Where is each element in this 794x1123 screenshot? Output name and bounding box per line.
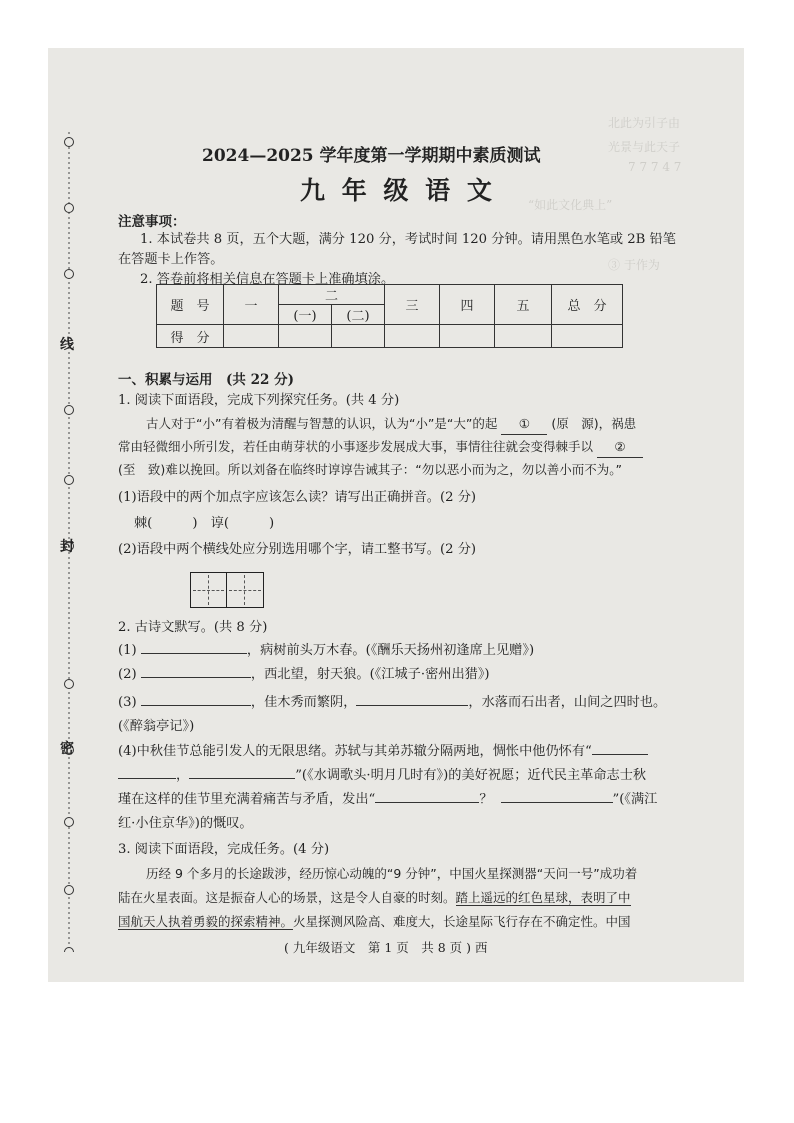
col-2: 二 [279,285,385,305]
notes-heading: 注意事项： [118,214,186,230]
q1-title: 1. 阅读下面语段，完成下列探究任务。(共 4 分) [118,393,400,408]
q1-blank-2[interactable]: ② [597,437,643,458]
bleed-text: 光景与此天子 [608,140,681,154]
q2-4-blank-3[interactable] [375,801,479,803]
q2-3-text-mid: ，佳木秀而繁阴， [250,695,357,710]
margin-char-mi: 密 [60,741,74,757]
col-1: 一 [224,285,279,325]
q2-1-number: (1) [118,643,137,658]
q1-para-text: 古人对于“小”有着极为清醒与智慧的认识，认为“小”是“大”的起 [146,416,498,431]
q2-1-text: ，病树前头万木春。(《酬乐天扬州初逢席上见赠》) [246,643,535,658]
q2-4-blank-1-cont[interactable] [118,777,176,779]
score-cell[interactable] [385,325,440,348]
q2-4-comma: ， [176,768,190,783]
q3-underlined-text: 国航天人执着勇毅的探索精神。 [118,914,294,929]
q2-4-blank-1[interactable] [592,753,648,755]
q2-4-blank-2[interactable] [189,777,295,779]
q1-sub-1: (1)语段中的两个加点字应该怎么读？请写出正确拼音。(2 分) [118,490,477,505]
subject-title: 九 年 级 语 文 [300,176,496,205]
bleed-text: 7 7 7 4 7 [628,160,682,174]
row-label-number: 题 号 [157,285,224,325]
q2-2-number: (2) [118,667,137,682]
col-4: 四 [440,285,495,325]
pinyin-label-ji: 棘( [134,516,153,531]
note-1-line-1: 1. 本试卷共 8 页，五个大题，满分 120 分，考试时间 120 分钟。请用黑色水笔或 2B 铅笔 [140,232,676,247]
q2-4-line-1 [118,742,648,762]
pinyin-close: ) [269,516,275,531]
bleed-text: “如此文化典上” [528,198,613,212]
row-label-score: 得 分 [157,325,224,348]
margin-char-feng: 封 [60,539,74,555]
q2-3-blank-2[interactable] [356,704,468,706]
score-cell[interactable] [552,325,623,348]
q1-para-text: 常由轻微细小所引发，若任由萌芽状的小事逐步发展成大事，事情往往就会变得棘手以 [118,439,594,454]
q2-3-blank-1[interactable] [141,704,251,706]
col-3: 三 [385,285,440,325]
q2-3-text-end: ，水落而石出者，山间之四时也。 [468,695,667,710]
q3-text: 火星探测风险高、难度大，长途星际飞行存在不确定性。中国 [293,914,631,929]
page-footer: ( 九年级语文 第 1 页 共 8 页 ) 西 [284,940,488,955]
q2-3-source: (《醉翁亭记》) [118,719,195,734]
q2-4-text: (4)中秋佳节总能引发人的无限思绪。苏轼与其弟苏辙分隔两地，惆怅中他仍怀有“ [118,744,592,759]
q3-para-line-1: 历经 9 个多月的长途跋涉，经历惊心动魄的“9 分钟”，中国火星探测器“天问一号”成功着 [146,866,638,881]
grid-cell-2[interactable] [227,573,263,607]
pinyin-label-zhun: ) 谆( [192,516,230,531]
q1-sub-1-answer [134,514,274,534]
score-table [156,284,623,348]
q2-title: 2. 古诗文默写。(共 8 分) [118,620,268,635]
note-1-line-2: 在答题卡上作答。 [118,252,224,267]
q2-2 [118,665,490,685]
exam-title: 2024—2025 学年度第一学期期中素质测试 [202,146,541,166]
grid-cell-1[interactable] [191,573,227,607]
q1-para-line-1 [146,414,636,435]
q3-para-line-2 [118,888,631,908]
score-cell[interactable] [279,325,332,348]
note-2: 2. 答卷前将相关信息在答题卡上准确填涂。 [140,272,395,287]
q2-4-question-mark: ？ [479,792,493,807]
q1-para-text: (原 源)，祸患 [551,416,637,431]
q2-4-text: ”(《满江 [612,792,658,807]
score-cell[interactable] [224,325,279,348]
col-2b: (二) [332,305,385,325]
q1-sub-2: (2)语段中两个横线处应分别选用哪个字，请工整书写。(2 分) [118,542,477,557]
q3-para-line-3 [118,912,631,932]
q1-para-line-2 [118,437,643,458]
col-2a: (一) [279,305,332,325]
q2-3 [118,693,666,713]
q2-4-text: 瑾在这样的佳节里充满着痛苦与矛盾，发出“ [118,792,376,807]
q3-title: 3. 阅读下面语段，完成任务。(4 分) [118,842,330,857]
col-total: 总 分 [552,285,623,325]
q2-2-blank[interactable] [141,676,251,678]
q2-4-line-4: 红·小住京华》)的慨叹。 [118,816,253,831]
section-1-heading: 一、积累与运用 (共 22 分) [118,372,294,388]
q1-blank-1[interactable]: ① [501,414,547,435]
q2-4-line-3 [118,790,657,810]
q3-text: 陆在火星表面。这是振奋人心的场景，这是令人自豪的时刻。 [118,890,456,905]
q2-4-line-2 [118,766,646,786]
character-grid[interactable] [190,572,264,608]
margin-char-xian: 线 [60,337,74,353]
q2-4-text: ”(《水调歌头·明月几时有》)的美好祝愿；近代民主革命志士秋 [295,768,647,783]
q2-1-blank[interactable] [141,652,247,654]
col-5: 五 [495,285,552,325]
q2-2-text: ，西北望，射天狼。(《江城子·密州出猎》) [250,667,490,682]
score-cell[interactable] [495,325,552,348]
q2-4-blank-4[interactable] [501,801,613,803]
score-cell[interactable] [440,325,495,348]
q2-3-number: (3) [118,695,137,710]
q1-para-line-3: (至 致)难以挽回。所以刘备在临终时谆谆告诫其子：“勿以恶小而为之，勿以善小而不为。” [118,462,622,477]
document-photo [48,48,744,982]
bleed-text: ③ 于作为 [608,258,660,272]
q2-1 [118,641,534,661]
q3-underlined-text: 踏上遥远的红色星球，表明了中 [455,890,631,905]
score-cell[interactable] [332,325,385,348]
bleed-text: 北此为引子由 [608,116,681,130]
